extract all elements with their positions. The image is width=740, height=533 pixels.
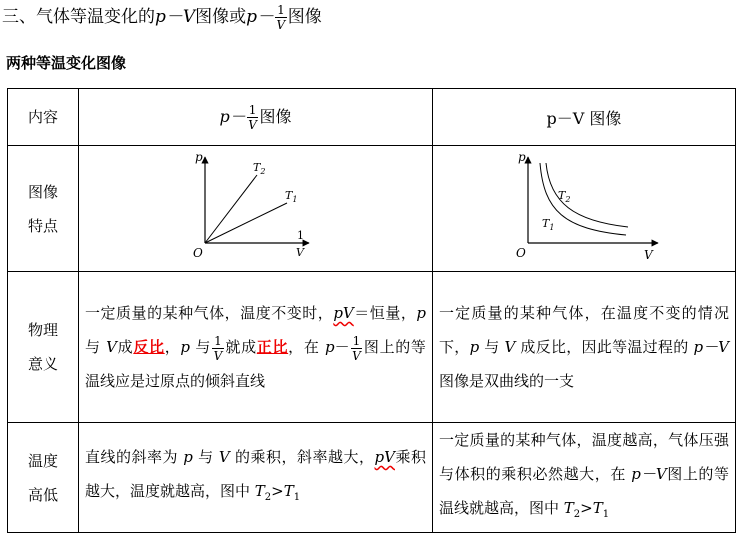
lm-frac-num: 1 xyxy=(214,333,222,348)
right-t2-sub: 2 xyxy=(565,195,571,204)
lt-t2: T xyxy=(254,482,265,500)
lm-d: 成 xyxy=(116,338,134,356)
right-t1-label xyxy=(542,217,554,232)
temperature-label-text: 温度高低 xyxy=(27,451,58,504)
comparison-table xyxy=(7,88,736,533)
meaning-label-text: 物理意义 xyxy=(27,321,58,373)
lt-pv: pV xyxy=(374,448,395,466)
lm-p2: p xyxy=(180,338,190,356)
rt-pv: p－V xyxy=(631,465,667,483)
line-t2 xyxy=(205,175,257,243)
lt-t1: T xyxy=(283,482,294,500)
right-meaning-cell xyxy=(433,272,736,423)
rt-s1: 1 xyxy=(602,509,610,520)
rt-t2: T xyxy=(563,499,574,517)
keyword-direct: 正比 xyxy=(256,338,289,356)
lm-fraction xyxy=(212,335,224,362)
keyword-inverse: 反比 xyxy=(133,338,165,356)
table-header-row xyxy=(8,89,736,146)
lm-h: ，在 xyxy=(288,338,325,356)
heading-fraction xyxy=(275,4,287,31)
lm-i: － xyxy=(334,338,350,356)
row-label-temperature xyxy=(8,423,79,533)
right-temperature-cell xyxy=(433,423,736,533)
graph-label-text: 图像特点 xyxy=(27,182,58,235)
lm-g: 就成 xyxy=(224,338,257,356)
rt-gt: > xyxy=(580,499,593,517)
left-x-den: V xyxy=(295,246,304,259)
left-meaning-cell xyxy=(79,272,433,423)
page-heading xyxy=(2,2,322,32)
left-x-num: 1 xyxy=(296,229,304,242)
table-row-meaning xyxy=(8,272,736,423)
lm-v1: V xyxy=(106,338,117,356)
row-label-graph xyxy=(8,146,79,272)
right-graph-cell xyxy=(433,146,736,272)
header-frac-den: V xyxy=(248,117,257,132)
rm-a: 一定质量的某种气体，在温度不变的情况下， xyxy=(439,304,729,356)
rm-pv: p－V xyxy=(693,338,729,356)
left-temperature-text xyxy=(79,440,432,515)
row-label-meaning xyxy=(8,272,79,423)
linear-isotherm-graph xyxy=(181,151,331,266)
line-t1 xyxy=(205,203,287,243)
lm-f: 与 xyxy=(189,338,212,356)
rt-s2: 2 xyxy=(573,509,581,520)
right-y-label: p xyxy=(518,151,526,164)
lt-d: 乘积越大，温度就越高，图中 xyxy=(85,448,426,500)
rt-a: 一定质量的某种气体，温度越高，气体压强与体积的乘积必然越大，在 xyxy=(439,431,729,483)
right-t1-sub: 1 xyxy=(549,223,555,232)
right-t2-label xyxy=(558,189,570,204)
table-row-graph xyxy=(8,146,736,272)
left-t1-t: T xyxy=(284,189,292,202)
hyperbola-isotherm-graph xyxy=(504,151,664,266)
header-p-label: p－ xyxy=(219,106,246,126)
left-t2-t: T xyxy=(252,161,260,174)
heading-prefix: 三、气体等温变化的 xyxy=(2,7,155,27)
left-origin: O xyxy=(192,246,203,260)
lt-s1: 1 xyxy=(293,492,301,503)
rt-t1: T xyxy=(592,499,603,517)
lt-v1: V xyxy=(218,448,230,466)
heading-frac-den: V xyxy=(276,18,286,32)
header-p-inverse-v xyxy=(79,89,433,146)
lt-b: 与 xyxy=(192,448,219,466)
lm-b: ＝恒量， xyxy=(353,304,417,322)
lm-c: 与 xyxy=(85,338,107,356)
rm-d: 图像是双曲线的一支 xyxy=(439,372,575,390)
lm-p3: p xyxy=(324,338,335,356)
right-meaning-text xyxy=(433,296,735,398)
heading-p: p－ xyxy=(246,7,275,27)
rm-p1: p xyxy=(469,338,480,356)
heading-frac-num: 1 xyxy=(277,3,285,17)
header-fraction xyxy=(247,104,259,131)
lt-gt: > xyxy=(271,482,284,500)
heading-mid: 图像或 xyxy=(195,7,247,27)
left-t1-label xyxy=(285,189,297,204)
table-row-temperature xyxy=(8,423,736,533)
lt-p1: p xyxy=(183,448,193,466)
right-x-label: V xyxy=(644,248,653,262)
rm-v1: V xyxy=(504,338,516,356)
right-t1-t: T xyxy=(542,217,550,230)
lm-frac-den: V xyxy=(213,348,223,363)
left-graph-cell xyxy=(79,146,433,272)
left-t1-sub: 1 xyxy=(291,195,297,204)
lm-frac2-num: 1 xyxy=(352,333,361,348)
left-y-label: p xyxy=(194,151,203,164)
rt-b: 图上的等温线就越高，图中 xyxy=(439,465,729,517)
header-suffix: 图像 xyxy=(259,106,292,126)
rm-b: 与 xyxy=(479,338,505,356)
lm-e: ， xyxy=(164,338,181,356)
left-temperature-cell xyxy=(79,423,433,533)
section-subtitle: 两种等温变化图像 xyxy=(6,54,127,72)
header-content: 内容 xyxy=(8,89,79,146)
right-temperature-text xyxy=(433,423,735,532)
lm-frac2-den: V xyxy=(352,348,361,363)
right-origin: O xyxy=(516,246,526,260)
lt-s2: 2 xyxy=(264,492,272,503)
lm-p1: p xyxy=(416,304,426,322)
heading-pv: p－V xyxy=(155,7,196,27)
left-t2-label xyxy=(253,161,265,176)
lm-j: 图上的等温线应是过原点的倾斜直线 xyxy=(85,338,426,390)
lm-a: 一定质量的某种气体，温度不变时， xyxy=(85,304,334,322)
lt-c: 的乘积，斜率越大， xyxy=(229,448,375,466)
heading-suffix: 图像 xyxy=(287,7,322,27)
lm-fraction-2 xyxy=(351,335,363,362)
header-p-v: p－V 图像 xyxy=(433,89,736,146)
rm-c: 成反比，因此等温过程的 xyxy=(515,338,694,356)
right-t2-t: T xyxy=(558,189,566,202)
lt-a: 直线的斜率为 xyxy=(85,448,184,466)
left-meaning-text xyxy=(79,296,432,398)
header-frac-num: 1 xyxy=(248,102,257,117)
lm-pv: pV xyxy=(333,304,354,322)
left-t2-sub: 2 xyxy=(259,167,265,176)
